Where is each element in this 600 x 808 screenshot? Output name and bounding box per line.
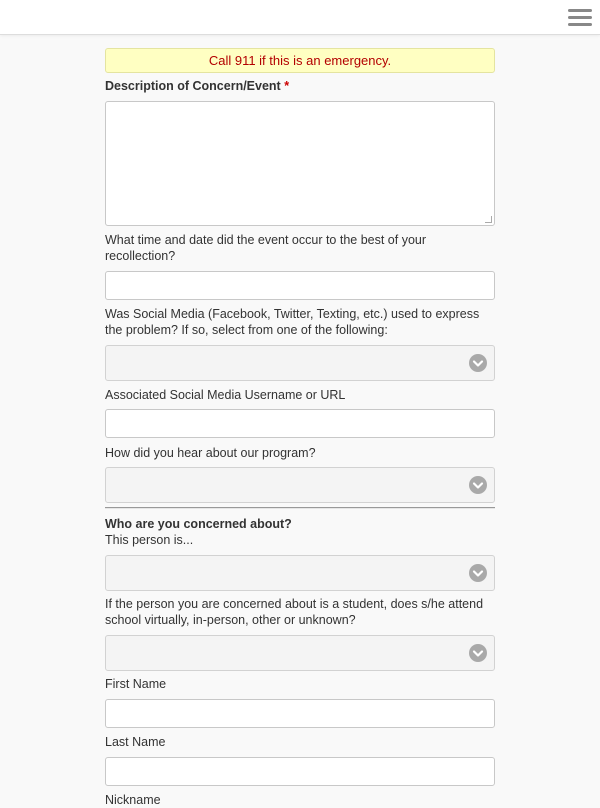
chevron-down-circle-icon bbox=[469, 354, 487, 372]
section-divider bbox=[105, 507, 495, 509]
description-label bbox=[105, 78, 289, 94]
first-name-label: First Name bbox=[105, 677, 167, 691]
social-media-label: Was Social Media (Facebook, Twitter, Texting, etc.) used to express the problem? If so, select from one of the following: bbox=[105, 307, 480, 337]
top-bar bbox=[0, 0, 600, 35]
description-textarea[interactable] bbox=[105, 101, 495, 226]
person-is-label: This person is... bbox=[105, 533, 194, 547]
first-name-input[interactable] bbox=[105, 699, 495, 728]
student-attend-select[interactable] bbox=[105, 635, 495, 671]
social-username-label: Associated Social Media Username or URL bbox=[105, 388, 346, 402]
hamburger-menu-icon[interactable] bbox=[568, 8, 592, 26]
heard-about-select[interactable] bbox=[105, 467, 495, 503]
chevron-down-circle-icon bbox=[469, 644, 487, 662]
social-media-select[interactable] bbox=[105, 345, 495, 381]
heard-about-label: How did you hear about our program? bbox=[105, 446, 316, 460]
event-time-label: What time and date did the event occur to the best of your recollection? bbox=[105, 233, 427, 263]
last-name-input[interactable] bbox=[105, 757, 495, 786]
emergency-alert: Call 911 if this is an emergency. bbox=[105, 48, 495, 73]
last-name-label: Last Name bbox=[105, 735, 166, 749]
event-time-input[interactable] bbox=[105, 271, 495, 300]
required-mark: * bbox=[284, 79, 290, 93]
person-is-select[interactable] bbox=[105, 555, 495, 591]
chevron-down-circle-icon bbox=[469, 476, 487, 494]
student-attend-label: If the person you are concerned about is a student, does s/he attend school virtually, in-person, other or unknown? bbox=[105, 597, 484, 627]
description-label-text: Description of Concern/Event bbox=[105, 79, 281, 93]
social-username-input[interactable] bbox=[105, 409, 495, 438]
chevron-down-circle-icon bbox=[469, 564, 487, 582]
resize-handle-icon[interactable] bbox=[485, 216, 492, 223]
nickname-label: Nickname bbox=[105, 793, 161, 807]
concerned-heading: Who are you concerned about? bbox=[105, 517, 292, 531]
